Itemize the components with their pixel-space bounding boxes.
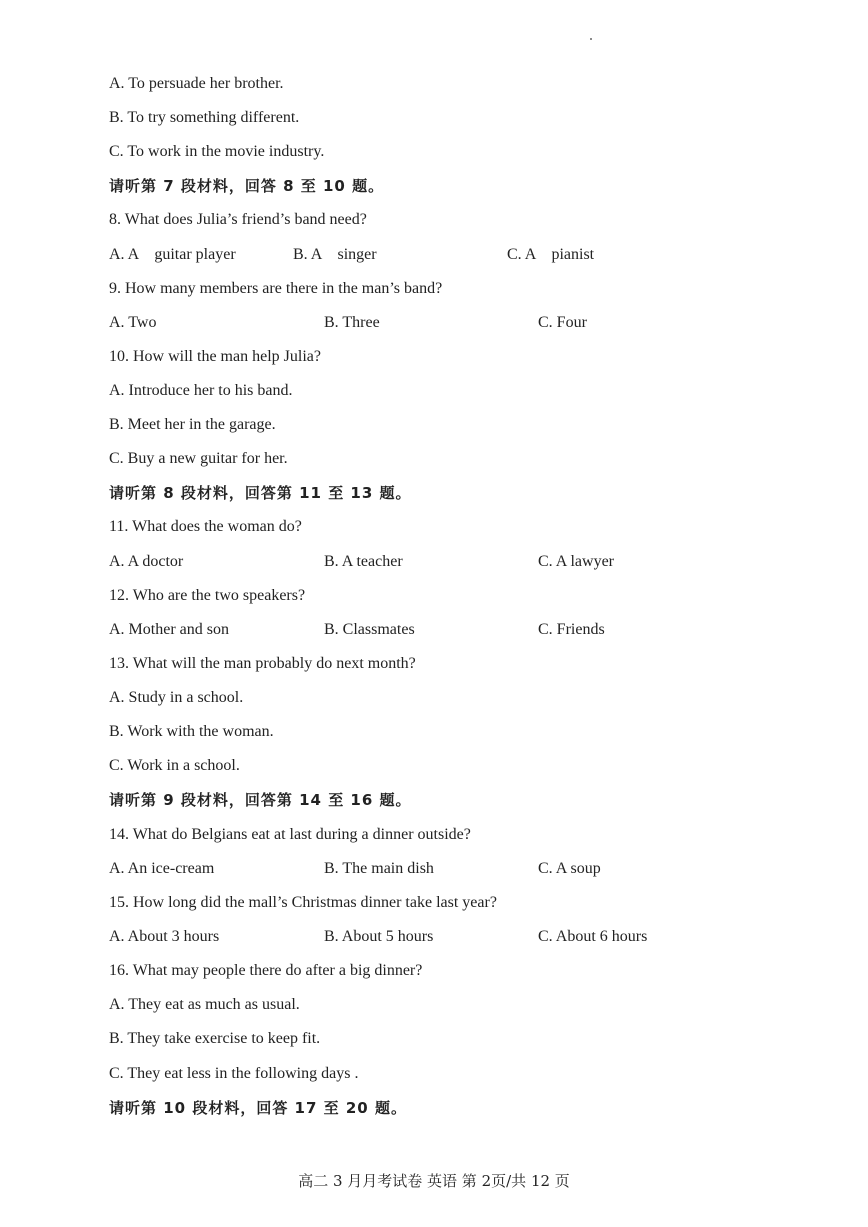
q12-option-a: A. Mother and son	[109, 621, 229, 638]
question-13: 13. What will the man probably do next month?	[109, 655, 416, 672]
q10-option-b: B. Meet her in the garage.	[109, 416, 276, 433]
q10-option-c: C. Buy a new guitar for her.	[109, 450, 288, 467]
q16-option-b: B. They take exercise to keep fit.	[109, 1030, 321, 1047]
q12-option-c: C. Friends	[538, 621, 605, 638]
q13-option-b: B. Work with the woman.	[109, 723, 274, 740]
scan-dot	[590, 38, 592, 40]
page-footer: 高二 3 月月考试卷 英语 第 2页/共 12 页	[298, 1172, 570, 1190]
question-11: 11. What does the woman do?	[109, 518, 302, 535]
q11-option-b: B. A teacher	[324, 553, 403, 570]
q13-option-a: A. Study in a school.	[109, 689, 244, 706]
q15-option-a: A. About 3 hours	[109, 928, 220, 945]
question-14: 14. What do Belgians eat at last during a dinner outside?	[109, 826, 471, 843]
q16-option-c: C. They eat less in the following days .	[109, 1065, 359, 1082]
q8-option-a: A. A guitar player	[109, 246, 236, 263]
q11-option-a: A. A doctor	[109, 553, 184, 570]
q14-option-b: B. The main dish	[324, 860, 434, 877]
q16-option-a: A. They eat as much as usual.	[109, 996, 300, 1013]
section-8-heading: 请听第 8 段材料，回答第 11 至 13 题。	[109, 484, 412, 502]
question-10: 10. How will the man help Julia?	[109, 348, 321, 365]
q10-option-a: A. Introduce her to his band.	[109, 382, 293, 399]
q9-option-a: A. Two	[109, 314, 157, 331]
question-16: 16. What may people there do after a big dinner?	[109, 962, 423, 979]
q14-option-a: A. An ice-cream	[109, 860, 215, 877]
section-10-heading: 请听第 10 段材料，回答 17 至 20 题。	[109, 1099, 407, 1117]
q13-option-c: C. Work in a school.	[109, 757, 240, 774]
q15-option-c: C. About 6 hours	[538, 928, 648, 945]
question-8: 8. What does Julia’s friend’s band need?	[109, 211, 367, 228]
q12-option-b: B. Classmates	[324, 621, 415, 638]
q9-option-b: B. Three	[324, 314, 380, 331]
q11-option-c: C. A lawyer	[538, 553, 614, 570]
question-15: 15. How long did the mall’s Christmas dinner take last year?	[109, 894, 497, 911]
section-7-heading: 请听第 7 段材料，回答 8 至 10 题。	[109, 177, 385, 195]
q7-option-c: C. To work in the movie industry.	[109, 143, 325, 160]
question-12: 12. Who are the two speakers?	[109, 587, 306, 604]
q7-option-a: A. To persuade her brother.	[109, 75, 284, 92]
question-9: 9. How many members are there in the man’s band?	[109, 280, 443, 297]
q8-option-b: B. A singer	[293, 246, 377, 263]
q9-option-c: C. Four	[538, 314, 587, 331]
q15-option-b: B. About 5 hours	[324, 928, 434, 945]
q8-option-c: C. A pianist	[507, 246, 595, 263]
q14-option-c: C. A soup	[538, 860, 601, 877]
section-9-heading: 请听第 9 段材料，回答第 14 至 16 题。	[109, 791, 412, 809]
q7-option-b: B. To try something different.	[109, 109, 300, 126]
